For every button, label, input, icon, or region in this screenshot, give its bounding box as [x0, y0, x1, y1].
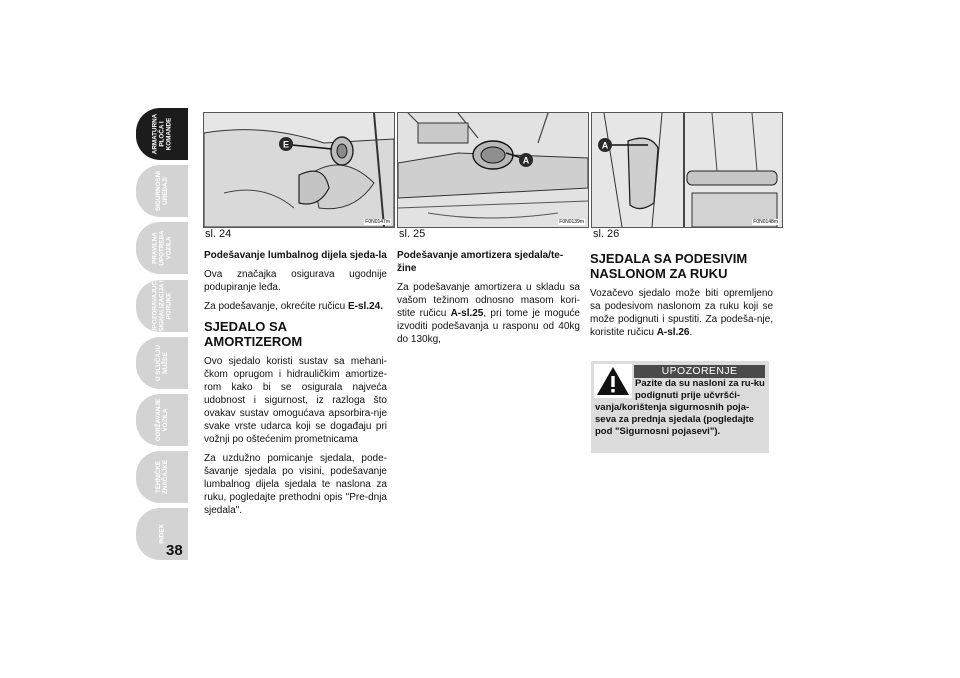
paragraph-text: .: [689, 327, 693, 338]
text-column-1: [204, 249, 387, 523]
warning-box: [591, 361, 769, 453]
tab-armaturna-ploca[interactable]: [136, 108, 188, 160]
tab-upozoravajuca-signalizacija[interactable]: [136, 276, 188, 333]
paragraph: [397, 281, 580, 346]
tab-pravilna-upotreba[interactable]: [136, 222, 188, 274]
paragraph: Za uzdužno pomicanje sjedala, pode-šavanje sjedala po visini, podešavanje lumbalnog dijela sjedala te naslona za ruku, pogledajte prethodni opis "Pre-dnja sjedala".: [204, 453, 387, 516]
figure-caption: sl. 26: [593, 228, 620, 240]
figure-marker: A: [601, 140, 609, 151]
figure-code: F0N0148m: [753, 219, 778, 225]
sub-heading: Podešavanje amortizera sjedala/te-žine: [397, 250, 564, 274]
figure-code: F0N0147m: [365, 219, 390, 225]
tab-odrzavanje-vozila[interactable]: [136, 394, 188, 446]
figure-reference: A-sl.26: [656, 327, 690, 338]
damper-knob-illustration: [398, 113, 588, 227]
paragraph: [590, 287, 773, 339]
warning-line: vanja/korištenja sigurnosnih poja-seva za prednja sjedala (pogledajte pod "Sigurnosni pojasevi").: [595, 402, 754, 437]
figure-caption: sl. 24: [205, 228, 232, 240]
tab-sigurnosni-uredaji[interactable]: [136, 165, 188, 217]
tab-label: PRAVILNA UPOTREBA VOZILA: [151, 230, 173, 267]
figure-reference: E-sl.24.: [347, 301, 383, 312]
tab-u-slucaju-nuzde[interactable]: [136, 337, 188, 389]
figure-sl25: [397, 112, 589, 228]
figure-sl24: [203, 112, 395, 228]
figure-marker: E: [282, 139, 290, 150]
text-column-3: [590, 249, 773, 345]
figure-marker: A: [522, 155, 530, 166]
paragraph-text: , pri tome je moguće izvoditi podešavanja u rasponu od 40kg do 130kg,: [397, 308, 580, 345]
tab-label: UPOZORAVAJUĆA SIGNALIZACIJA I PORUKE: [151, 276, 173, 333]
paragraph: Ovo sjedalo koristi sustav sa mehani-čkom oprugom i hidrauličkim amortize-rom kako bi se osigurala najveća udobnost i sigurnost, iz razloga što ovakav sustav omogućava apsorbira-nje svake vrste udarca koji se događaju pri vožnji po oštećenim prometnicama: [204, 356, 387, 445]
figure-caption: sl. 25: [399, 228, 426, 240]
paragraph-text: Za podešavanje amortizera u skladu sa vašom težinom odnosno masom kori-stite ručicu: [397, 282, 580, 319]
paragraph: Ova značajka osigurava ugodnije podupiranje leđa.: [204, 269, 387, 293]
section-heading: SJEDALO SA AMORTIZEROM: [204, 319, 303, 349]
section-heading: SJEDALA SA PODESIVIM NASLONOM ZA RUKU: [590, 251, 748, 281]
chapter-tabs: [136, 108, 188, 566]
armrest-illustration: [592, 113, 782, 227]
warning-line: Pazite da su nasloni za ru-ku podignuti prije učvršći-: [635, 378, 765, 401]
sub-heading: Podešavanje lumbalnog dijela sjeda-la: [204, 250, 387, 261]
tab-label: SIGURNOSNI UREĐAJI: [155, 171, 169, 212]
text-column-2: [397, 249, 580, 352]
figure-sl26: [591, 112, 783, 228]
tab-tehnicke-znacajke[interactable]: [136, 451, 188, 503]
tab-label: ARMATURNA PLOČA I KOMANDE: [151, 113, 173, 155]
page-number: 38: [166, 542, 183, 559]
lumbar-knob-illustration: [204, 113, 394, 227]
tab-label: ODRŽAVANJE VOZILA: [155, 398, 169, 442]
warning-text: [595, 378, 765, 438]
warning-title: UPOZORENJE: [634, 365, 765, 378]
paragraph: [204, 300, 387, 313]
tab-label: U SLUČAJU NUŽDE: [155, 344, 169, 381]
figure-reference: A-sl.25: [450, 308, 484, 319]
tab-label: INDEX: [158, 524, 166, 544]
figure-code: F0N0139m: [559, 219, 584, 225]
paragraph-text: Za podešavanje, okrećite ručicu: [204, 301, 348, 312]
tab-label: TEHNIČKE ZNAČAJKE: [155, 459, 169, 495]
paragraph-text: Vozačevo sjedalo može biti opremljeno sa podesivom naslonom za ruku koji se može podignuti i spustiti. Za podeša-nje, koristite ručicu: [590, 288, 773, 338]
